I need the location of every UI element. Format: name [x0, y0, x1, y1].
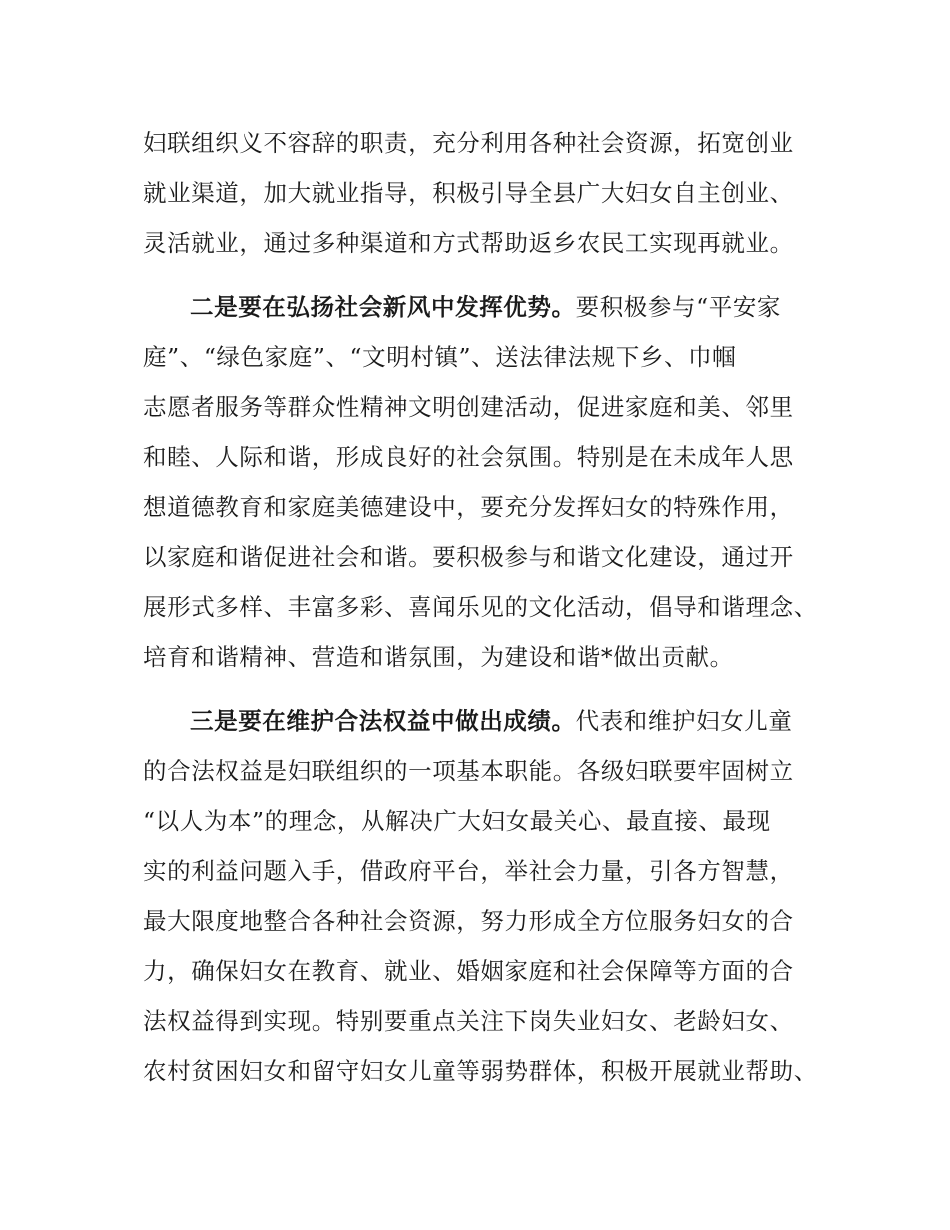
paragraph3-line-7: 法权益得到实现。特别要重点关注下岗失业妇女、老龄妇女、 — [143, 1007, 794, 1035]
paragraph2-line-2: 庭”、“绿色家庭”、“文明村镇”、送法律法规下乡、巾帼 — [143, 343, 737, 371]
paragraph1-line-1: 妇联组织义不容辞的职责，充分利用各种社会资源，拓宽创业 — [143, 129, 794, 157]
paragraph2-line-3: 志愿者服务等群众性精神文明创建活动，促进家庭和美、邻里 — [143, 393, 794, 421]
paragraph3-line-6: 力，确保妇女在教育、就业、婚姻家庭和社会保障等方面的合 — [143, 957, 794, 985]
paragraph2-first-line-rest: 要积极参与“平安家 — [575, 293, 782, 321]
paragraph3-first-line-rest: 代表和维护妇女儿童 — [575, 707, 793, 735]
paragraph3-line-3: “以人为本”的理念，从解决广大妇女最关心、最直接、最现 — [143, 807, 771, 835]
paragraph3-line-2: 的合法权益是妇联组织的一项基本职能。各级妇联要牢固树立 — [143, 757, 794, 785]
paragraph3-line-8: 农村贫困妇女和留守妇女儿童等弱势群体，积极开展就业帮助、 — [143, 1057, 818, 1085]
paragraph2-first-line — [190, 291, 781, 323]
paragraph2-line-5: 想道德教育和家庭美德建设中，要充分发挥妇女的特殊作用， — [143, 493, 794, 521]
paragraph1-line-2: 就业渠道，加大就业指导，积极引导全县广大妇女自主创业、 — [143, 179, 794, 207]
paragraph3-line-5: 最大限度地整合各种社会资源，努力形成全方位服务妇女的合 — [143, 907, 794, 935]
paragraph3-line-4: 实的利益问题入手，借政府平台，举社会力量，引各方智慧， — [143, 857, 794, 885]
paragraph3-heading: 三是要在维护合法权益中做出成绩。 — [190, 707, 576, 735]
paragraph2-heading: 二是要在弘扬社会新风中发挥优势。 — [190, 293, 576, 321]
paragraph2-line-4: 和睦、人际和谐，形成良好的社会氛围。特别是在未成年人思 — [143, 443, 794, 471]
paragraph2-line-6: 以家庭和谐促进社会和谐。要积极参与和谐文化建设，通过开 — [143, 543, 794, 571]
paragraph2-line-7: 展形式多样、丰富多彩、喜闻乐见的文化活动，倡导和谐理念、 — [143, 593, 818, 621]
paragraph3-first-line — [190, 705, 793, 737]
paragraph2-line-8: 培育和谐精神、营造和谐氛围，为建设和谐*做出贡献。 — [143, 643, 734, 671]
paragraph1-line-3: 灵活就业，通过多种渠道和方式帮助返乡农民工实现再就业。 — [143, 229, 794, 257]
